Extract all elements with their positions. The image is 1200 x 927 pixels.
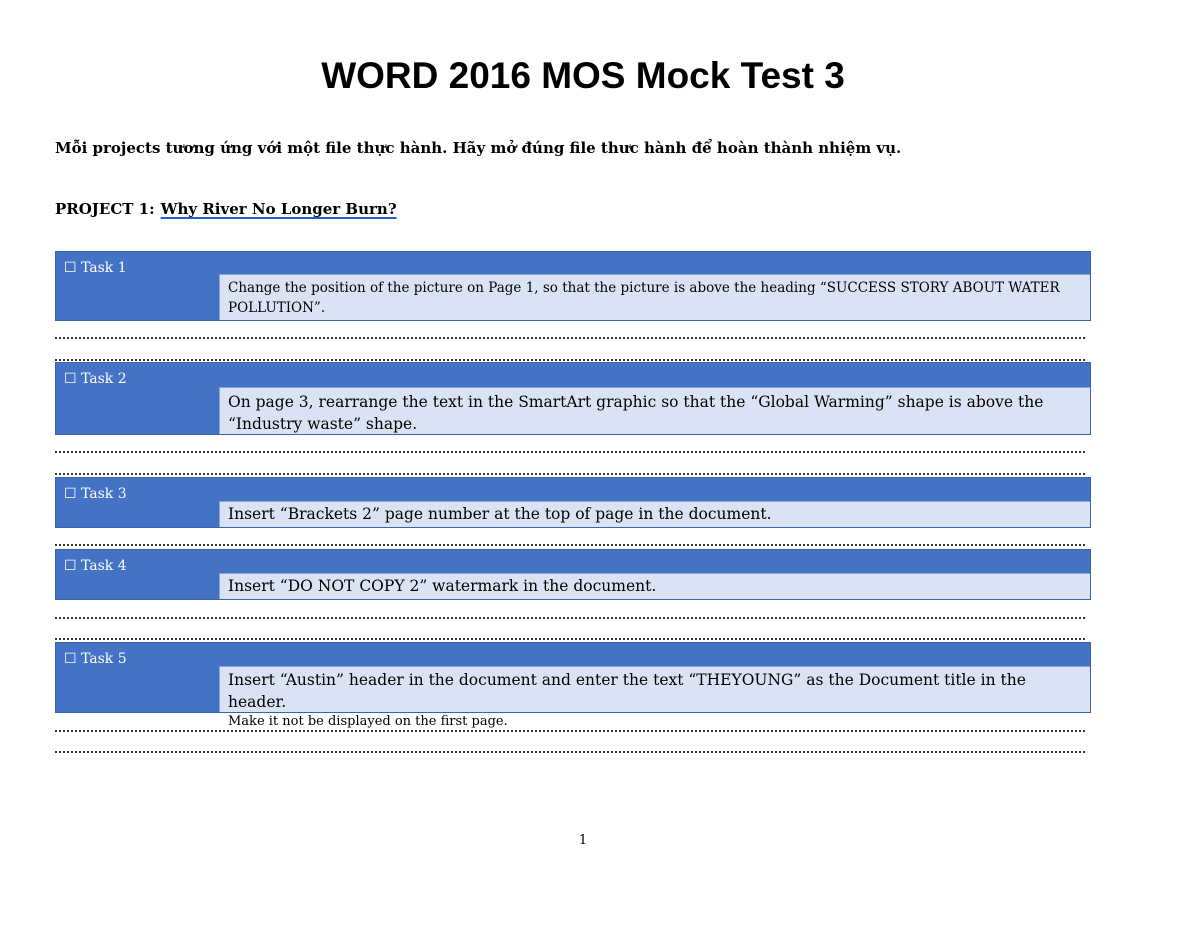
task-1-instruction (219, 274, 1090, 320)
task-5-instruction (219, 666, 1090, 729)
task-1-label[interactable]: ☐ Task 1 (64, 260, 127, 276)
task-2-instruction (219, 387, 1090, 434)
task-4 (55, 549, 1091, 600)
task-4-label[interactable]: ☐ Task 4 (64, 558, 127, 574)
answer-line (55, 737, 1085, 753)
task-5-label[interactable]: ☐ Task 5 (64, 651, 127, 667)
document-title: WORD 2016 MOS Mock Test 3 (321, 55, 845, 96)
task-5-subtext: Make it not be displayed on the first page. (228, 714, 508, 729)
answer-line (55, 624, 1085, 640)
answer-line (55, 459, 1085, 475)
task-3-instruction (219, 501, 1090, 527)
task-3 (55, 477, 1091, 528)
task-4-text: Insert “DO NOT COPY 2” watermark in the document. (228, 577, 657, 595)
task-2-label[interactable]: ☐ Task 2 (64, 371, 127, 387)
task-2-text: On page 3, rearrange the text in the SmartArt graphic so that the “Global Warming” shape is above the “Industry waste” shape. (228, 393, 1044, 433)
task-1 (55, 251, 1091, 321)
answer-line (55, 437, 1085, 453)
project-heading (55, 198, 397, 220)
answer-line (55, 716, 1085, 732)
page-number: 1 (578, 833, 588, 848)
answer-line (55, 345, 1085, 361)
intro-text: Mỗi projects tương ứng với một file thực hành. Hãy mở đúng file thưc hành để hoàn thành nhiệm vụ. (55, 139, 902, 157)
task-4-instruction (219, 573, 1090, 599)
task-3-text: Insert “Brackets 2” page number at the top of page in the document. (228, 505, 772, 523)
task-2 (55, 362, 1091, 435)
task-1-text: Change the position of the picture on Page 1, so that the picture is above the heading “SUCCESS STORY ABOUT WATER POLLUTION”. (228, 280, 1060, 316)
task-5-text: Insert “Austin” header in the document and enter the text “THEYOUNG” as the Document title in the header. (228, 671, 1026, 711)
task-5 (55, 642, 1091, 729)
answer-line (55, 603, 1085, 619)
task-3-label[interactable]: ☐ Task 3 (64, 486, 127, 502)
answer-line (55, 530, 1085, 546)
project-label: PROJECT 1: (55, 200, 155, 218)
project-title: Why River No Longer Burn? (160, 200, 397, 218)
answer-line (55, 323, 1085, 339)
